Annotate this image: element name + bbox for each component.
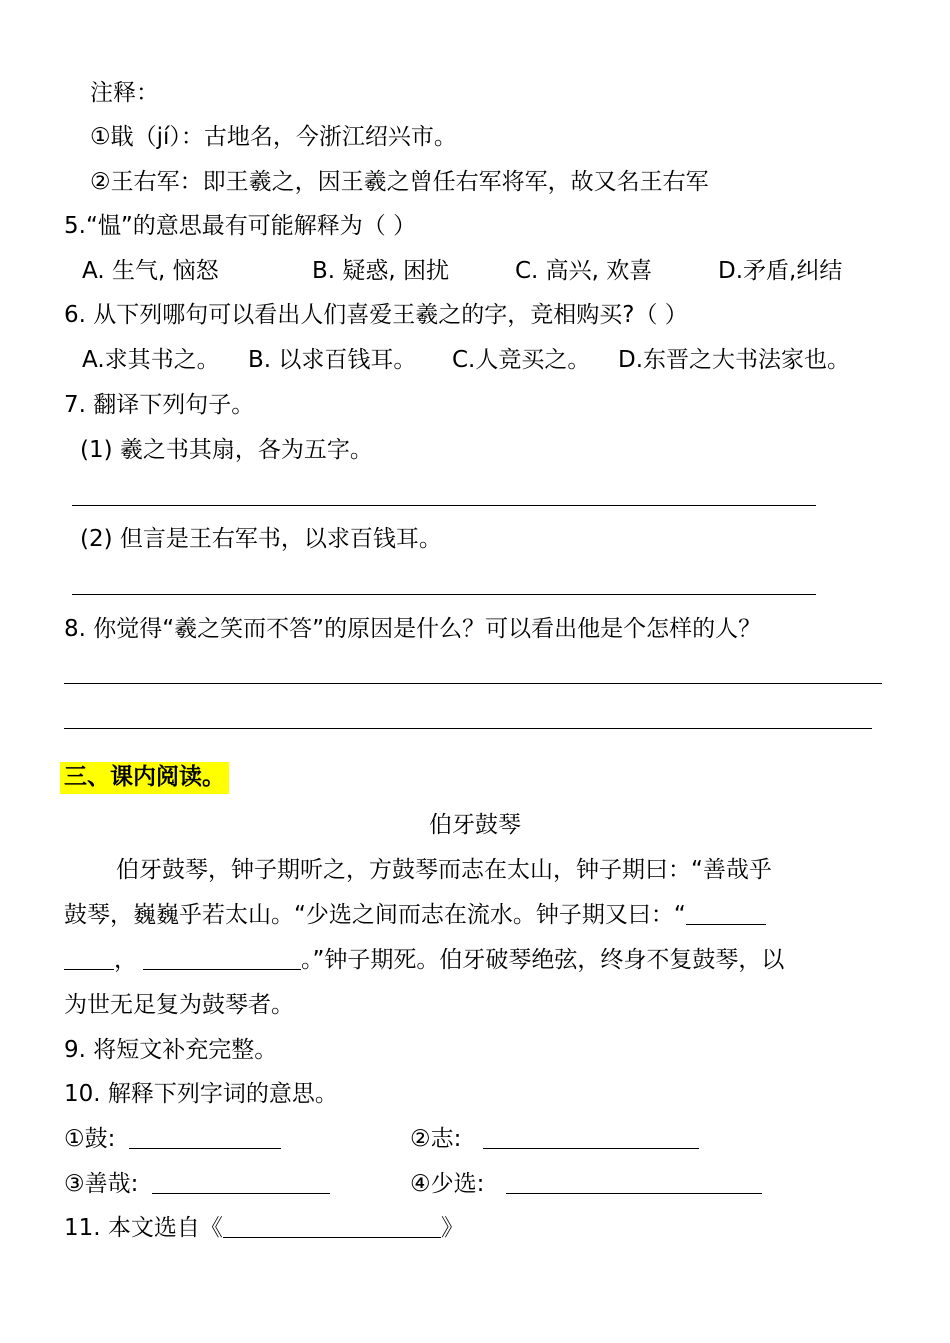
passage-line-3 — [64, 945, 784, 975]
passage-line-3-comma: ， — [114, 947, 137, 973]
question-11-text: 11. 本文选自《 — [64, 1215, 223, 1241]
answer-blank[interactable] — [152, 1171, 330, 1194]
question-6-option-b: B. 以求百钱耳。 — [248, 347, 417, 373]
question-6-option-a: A.求其书之。 — [82, 347, 220, 373]
answer-line[interactable] — [64, 683, 882, 684]
passage-line-1: 伯牙鼓琴，钟子期听之，方鼓琴而志在太山，钟子期曰：“善哉乎 — [116, 857, 772, 883]
question-10-item-1 — [64, 1124, 281, 1154]
question-10-item-4 — [410, 1169, 762, 1199]
answer-blank[interactable] — [129, 1126, 281, 1149]
question-10-item-2 — [410, 1124, 699, 1154]
question-6-stem: 6. 从下列哪句可以看出人们喜爱王羲之的字，竞相购买?（ ） — [64, 302, 688, 328]
question-10-item-2-label: ②志: — [410, 1126, 462, 1152]
note-1: ①戢（jí）：古地名，今浙江绍兴市。 — [90, 124, 457, 150]
question-7-sentence-1: (1) 羲之书其扇，各为五字。 — [80, 437, 373, 463]
passage-line-4: 为世无足复为鼓琴者。 — [64, 992, 294, 1018]
question-10-item-1-label: ①鼓: — [64, 1126, 116, 1152]
question-6-option-d: D.东晋之大书法家也。 — [618, 347, 851, 373]
passage-line-3-text: 。”钟子期死。伯牙破琴绝弦，终身不复鼓琴，以 — [301, 947, 785, 973]
passage-title: 伯牙鼓琴 — [429, 812, 521, 838]
question-11 — [64, 1213, 464, 1243]
passage-line-2-text: 鼓琴，巍巍乎若太山。“少选之间而志在流水。钟子期又曰：“ — [64, 902, 686, 928]
answer-line[interactable] — [72, 505, 816, 506]
question-5-option-d: D.矛盾,纠结 — [718, 258, 843, 284]
question-5-option-b: B. 疑惑, 困扰 — [312, 258, 450, 284]
question-10-item-3 — [64, 1169, 330, 1199]
question-10-item-3-label: ③善哉: — [64, 1171, 139, 1197]
question-7-sentence-2: (2) 但言是王右军书，以求百钱耳。 — [80, 526, 442, 552]
passage-blank-1a[interactable] — [686, 902, 766, 925]
question-8-stem: 8. 你觉得“羲之笑而不答”的原因是什么？可以看出他是个怎样的人？ — [64, 616, 762, 642]
answer-line[interactable] — [72, 594, 816, 595]
question-7-stem: 7. 翻译下列句子。 — [64, 392, 255, 418]
question-5-option-c: C. 高兴, 欢喜 — [515, 258, 653, 284]
passage-blank-1b[interactable] — [64, 947, 114, 970]
answer-blank[interactable] — [223, 1215, 441, 1238]
note-2: ②王右军：即王羲之，因王羲之曾任右军将军，故又名王右军 — [90, 169, 709, 195]
question-5-option-a: A. 生气, 恼怒 — [82, 258, 219, 284]
answer-line[interactable] — [64, 728, 872, 729]
question-10-item-4-label: ④少选: — [410, 1171, 485, 1197]
section-3-heading-text: 三、课内阅读。 — [60, 762, 229, 794]
notes-heading: 注释： — [90, 80, 159, 106]
answer-blank[interactable] — [506, 1171, 762, 1194]
answer-blank[interactable] — [483, 1126, 699, 1149]
passage-line-2 — [64, 900, 766, 930]
question-9-stem: 9. 将短文补充完整。 — [64, 1037, 278, 1063]
section-3-heading — [60, 762, 229, 792]
question-11-close: 》 — [440, 1215, 464, 1241]
question-10-stem: 10. 解释下列字词的意思。 — [64, 1081, 338, 1107]
passage-blank-2[interactable] — [143, 947, 301, 970]
question-6-option-c: C.人竞买之。 — [452, 347, 591, 373]
question-5-stem: 5.“愠”的意思最有可能解释为（ ） — [64, 213, 417, 239]
